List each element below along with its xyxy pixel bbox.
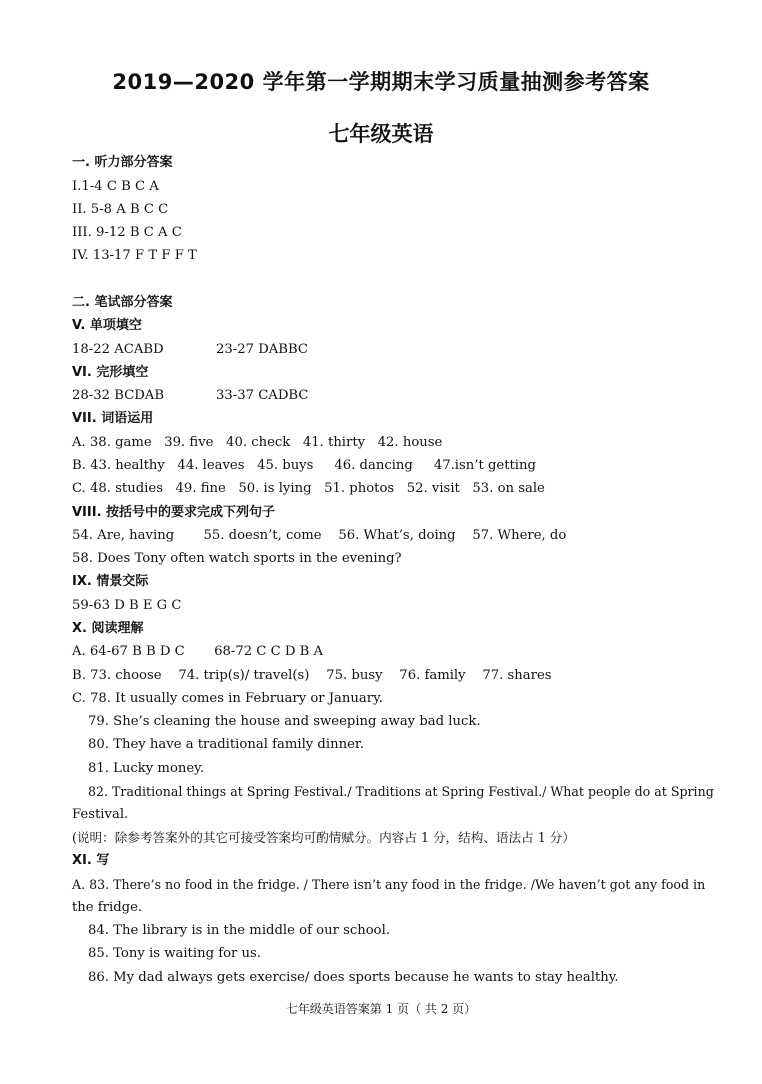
section-vii-line: C. 48. studies 49. fine 50. is lying 51. photos 52. visit 53. on sale <box>72 481 545 496</box>
section-x-line: A. 64-67 B B D C 68-72 C C D B A <box>72 644 324 659</box>
section-v-answers-a: 18-22 ACABD <box>72 342 164 357</box>
section-vii-line: A. 38. game 39. five 40. check 41. thirty 42. house <box>72 435 443 450</box>
section-xi-line: A. 83. There’s no food in the fridge. / There isn’t any food in the fridge. /We haven’t got any food in <box>72 877 706 892</box>
section-viii-heading: VIII. 按括号中的要求完成下列句子 <box>72 505 276 520</box>
section-ix-line: 59-63 D B E G C <box>72 598 182 613</box>
section-vii-line: B. 43. healthy 44. leaves 45. buys 46. dancing 47.isn’t getting <box>72 458 536 473</box>
part1-heading: 一. 听力部分答案 <box>72 155 173 170</box>
document-title: 2019—2020 学年第一学期期末学习质量抽测参考答案 <box>112 70 650 94</box>
section-x-line: 80. They have a traditional family dinner. <box>88 737 364 752</box>
section-xi-line: 84. The library is in the middle of our school. <box>88 923 391 938</box>
section-xi-line: the fridge. <box>72 900 143 915</box>
section-vi-heading: VI. 完形填空 <box>72 365 149 380</box>
section-xi-heading: XI. 写 <box>72 853 110 868</box>
section-x-line: B. 73. choose 74. trip(s)/ travel(s) 75. busy 76. family 77. shares <box>72 668 552 683</box>
section-v-heading: V. 单项填空 <box>72 318 142 333</box>
part1-line: III. 9-12 B C A C <box>72 225 182 240</box>
section-vi-answers-a: 28-32 BCDAB <box>72 388 165 403</box>
section-x-line: Festival. <box>72 807 129 822</box>
section-x-line: 81. Lucky money. <box>88 761 205 776</box>
page-footer: 七年级英语答案第 1 页（ 共 2 页） <box>285 1002 477 1016</box>
part2-heading: 二. 笔试部分答案 <box>72 295 173 310</box>
section-viii-line: 54. Are, having 55. doesn’t, come 56. What’s, doing 57. Where, do <box>72 528 567 543</box>
section-vi-answers-b: 33-37 CADBC <box>216 388 309 403</box>
part1-line: IV. 13-17 F T F F T <box>72 248 197 263</box>
section-x-heading: X. 阅读理解 <box>72 621 144 636</box>
section-x-line: C. 78. It usually comes in February or January. <box>72 691 383 706</box>
section-xi-line: 85. Tony is waiting for us. <box>88 946 261 961</box>
document-subtitle: 七年级英语 <box>328 122 434 146</box>
section-x-line: 82. Traditional things at Spring Festival./ Traditions at Spring Festival./ What people do at Spring <box>88 784 714 799</box>
section-x-note: (说明：除参考答案外的其它可接受答案均可酌情赋分。内容占 1 分，结构、语法占 1 分） <box>72 830 575 845</box>
section-ix-heading: IX. 情景交际 <box>72 574 149 589</box>
section-viii-line: 58. Does Tony often watch sports in the evening? <box>72 551 402 566</box>
section-x-line: 79. She’s cleaning the house and sweeping away bad luck. <box>88 714 481 729</box>
part1-line: I.1-4 C B C A <box>72 179 159 194</box>
section-vii-heading: VII. 词语运用 <box>72 411 154 426</box>
part1-line: II. 5-8 A B C C <box>72 202 169 217</box>
section-v-answers-b: 23-27 DABBC <box>216 342 309 357</box>
section-xi-line: 86. My dad always gets exercise/ does sports because he wants to stay healthy. <box>88 970 619 985</box>
